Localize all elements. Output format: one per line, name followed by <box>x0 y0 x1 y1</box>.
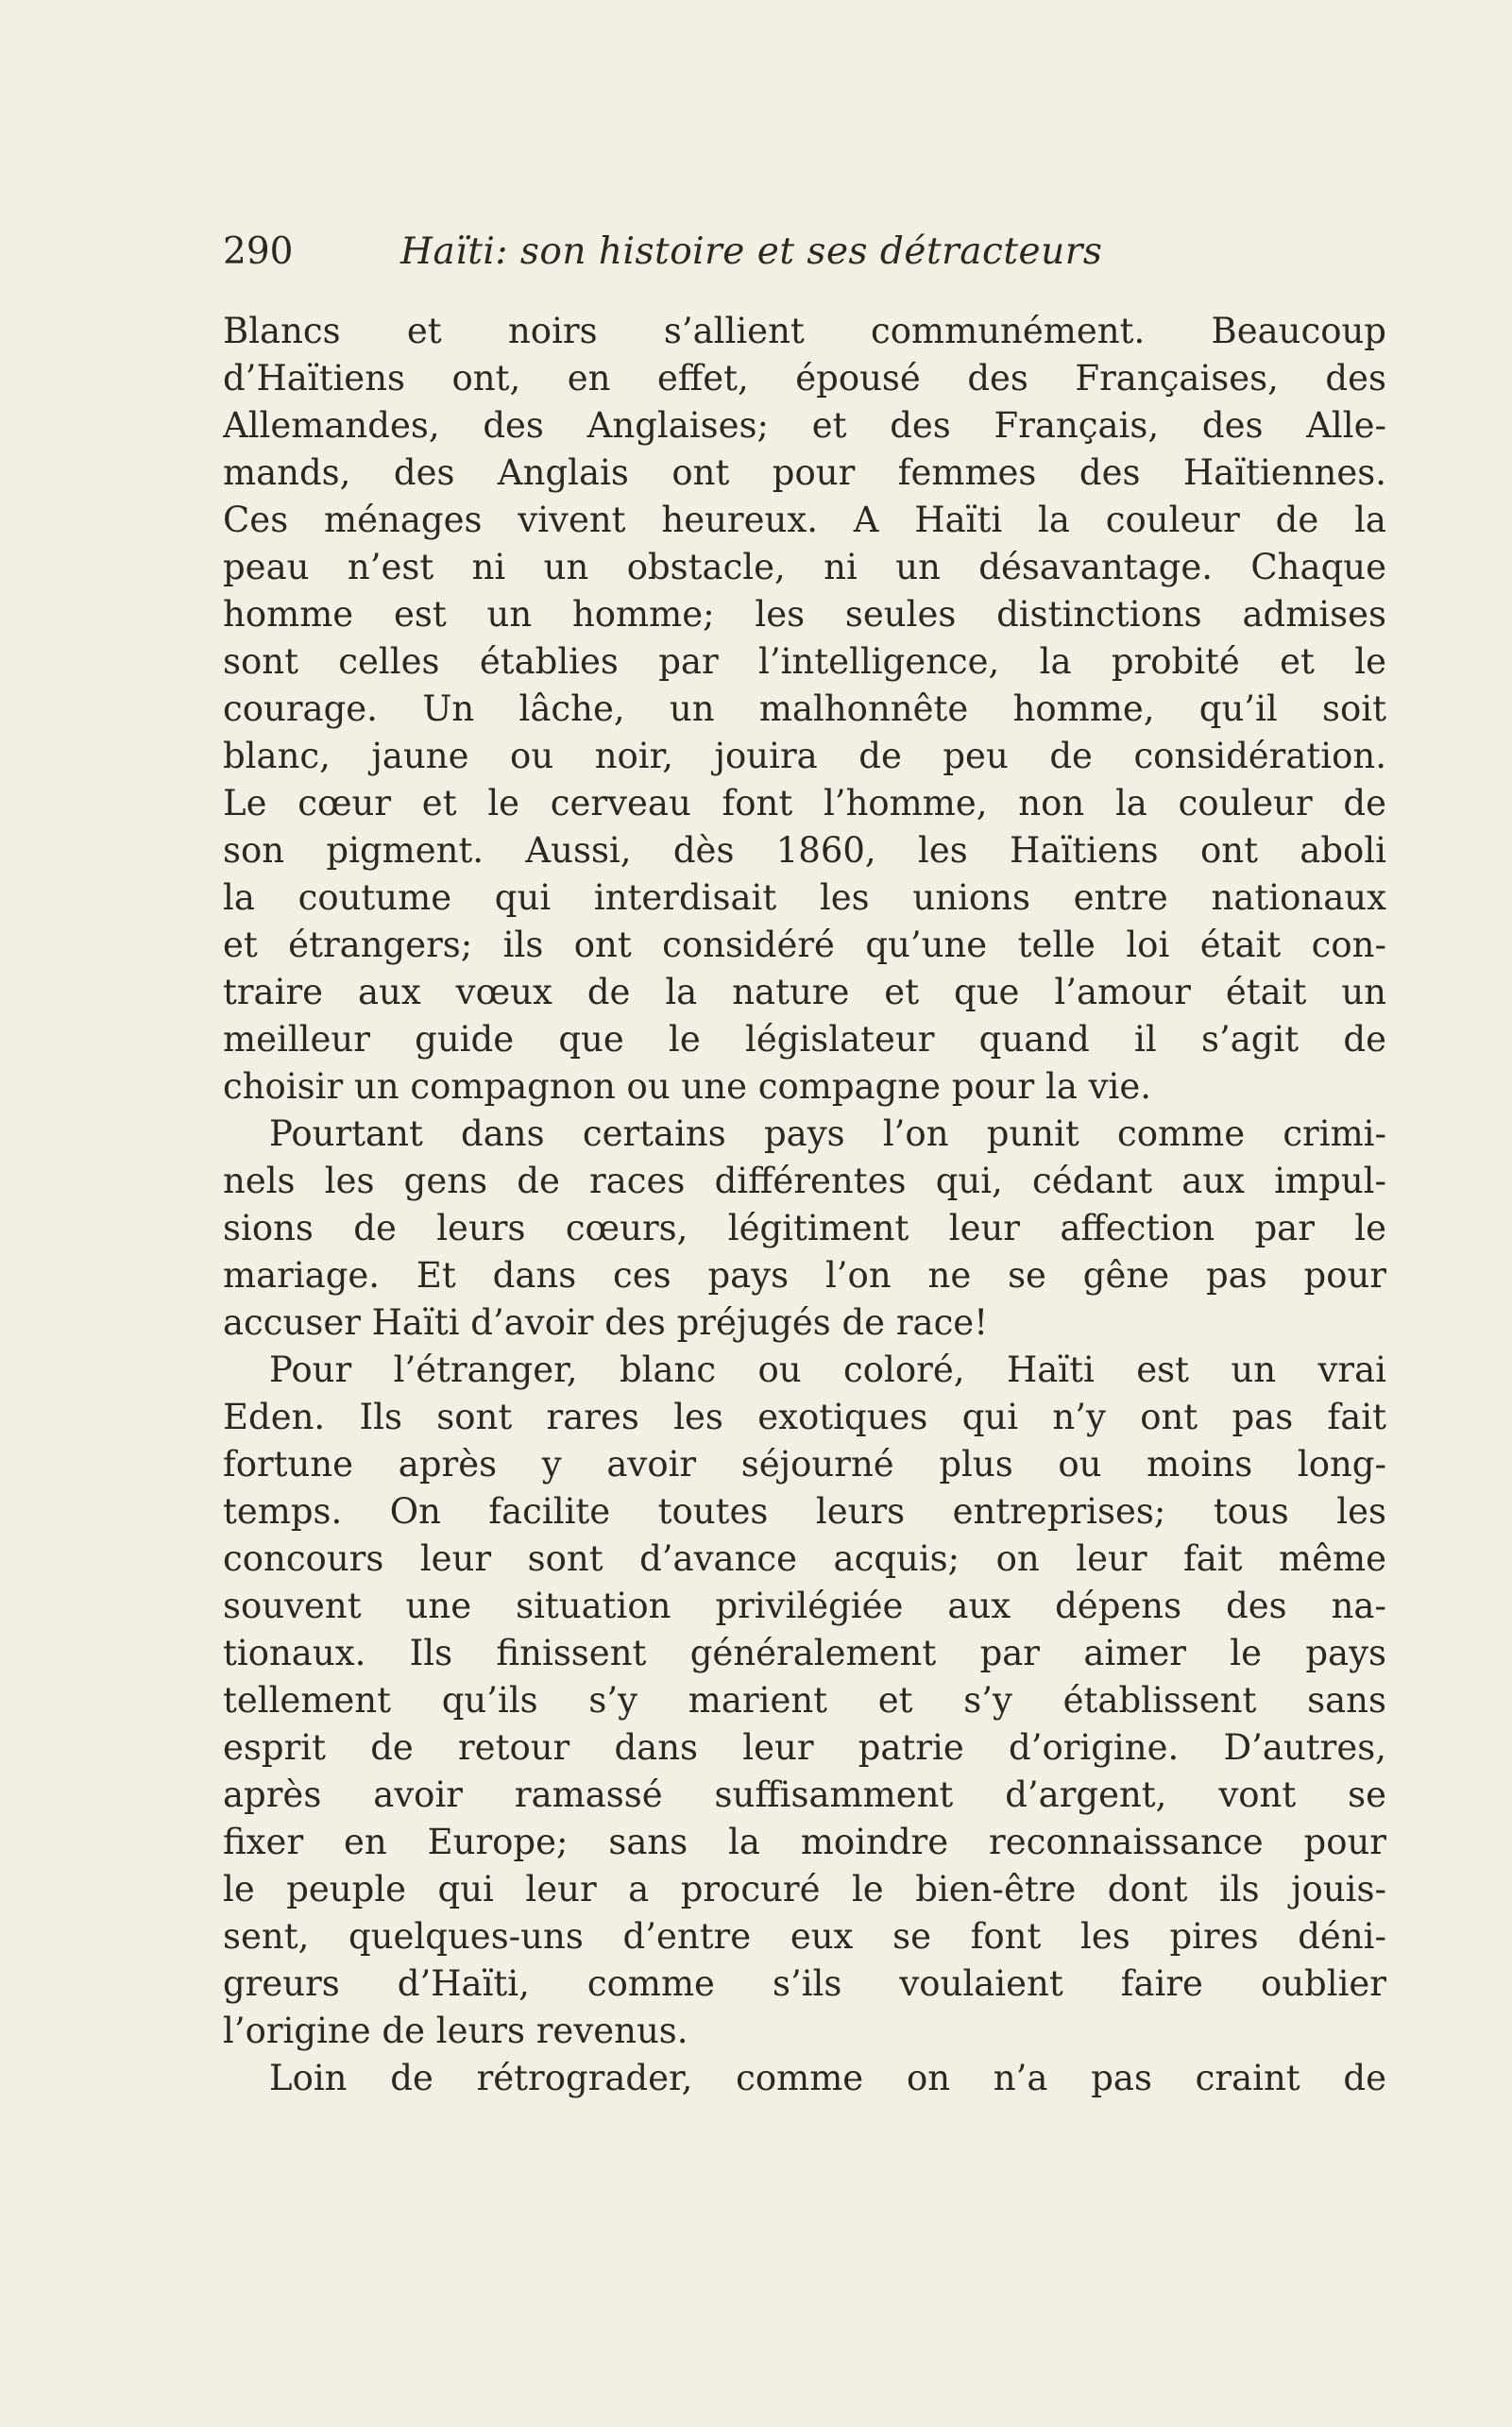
text-line: greurs d’Haïti, comme s’ils voulaient faire oublier <box>223 1963 1386 2004</box>
running-title: Haïti: son histoire et ses détracteurs <box>400 230 1103 273</box>
text-line: courage. Un lâche, un malhonnête homme, qu’il soit <box>223 688 1386 729</box>
text-line: Ces ménages vivent heureux. A Haïti la couleur de la <box>223 500 1386 540</box>
text-line: sions de leurs cœurs, légitiment leur affection par le <box>223 1208 1386 1248</box>
text-line: tellement qu’ils s’y marient et s’y établissent sans <box>223 1680 1386 1721</box>
text-line: mariage. Et dans ces pays l’on ne se gêne pas pour <box>223 1255 1386 1296</box>
text-line: choisir un compagnon ou une compagne pour la vie. <box>223 1066 1152 1107</box>
text-line: fortune après y avoir séjourné plus ou moins long- <box>223 1444 1386 1485</box>
text-line: le peuple qui leur a procuré le bien-être dont ils jouis- <box>223 1869 1386 1909</box>
text-line: concours leur sont d’avance acquis; on leur fait même <box>223 1538 1386 1579</box>
text-line: homme est un homme; les seules distinctions admises <box>223 594 1386 635</box>
body-text <box>223 308 1386 2102</box>
text-line: temps. On facilite toutes leurs entreprises; tous les <box>223 1491 1386 1532</box>
text-line: Pourtant dans certains pays l’on punit comme crimi- <box>269 1113 1386 1154</box>
text-line: Pour l’étranger, blanc ou coloré, Haïti est un vrai <box>269 1349 1386 1390</box>
text-line: sont celles établies par l’intelligence, la probité et le <box>223 641 1386 682</box>
text-line: peau n’est ni un obstacle, ni un désavantage. Chaque <box>223 547 1386 587</box>
text-line: d’Haïtiens ont, en effet, épousé des Françaises, des <box>223 358 1386 399</box>
text-line: et étrangers; ils ont considéré qu’une telle loi était con- <box>223 925 1386 965</box>
page-header <box>223 229 1385 276</box>
text-line: blanc, jaune ou noir, jouira de peu de considération. <box>223 736 1386 776</box>
text-line: nels les gens de races différentes qui, cédant aux impul- <box>223 1161 1386 1201</box>
text-line: traire aux vœux de la nature et que l’amour était un <box>223 972 1386 1012</box>
text-line: la coutume qui interdisait les unions entre nationaux <box>223 877 1386 918</box>
text-line: Eden. Ils sont rares les exotiques qui n’y ont pas fait <box>223 1397 1386 1437</box>
text-line: fixer en Europe; sans la moindre reconnaissance pour <box>223 1822 1386 1862</box>
text-line: Allemandes, des Anglaises; et des Français, des Alle- <box>223 405 1386 446</box>
text-line: accuser Haïti d’avoir des préjugés de race! <box>223 1302 989 1343</box>
text-line: Le cœur et le cerveau font l’homme, non la couleur de <box>223 783 1386 823</box>
text-line: meilleur guide que le législateur quand il s’agit de <box>223 1019 1386 1060</box>
text-line: son pigment. Aussi, dès 1860, les Haïtiens ont aboli <box>223 830 1386 871</box>
text-line: après avoir ramassé suffisamment d’argent, vont se <box>223 1774 1386 1815</box>
text-line: Loin de rétrograder, comme on n’a pas craint de <box>269 2058 1386 2098</box>
text-line: souvent une situation privilégiée aux dépens des na- <box>223 1586 1386 1626</box>
text-line: Blancs et noirs s’allient communément. Beaucoup <box>223 311 1386 351</box>
text-line: mands, des Anglais ont pour femmes des Haïtiennes. <box>223 452 1386 493</box>
text-line: esprit de retour dans leur patrie d’origine. D’autres, <box>223 1727 1386 1768</box>
page-number: 290 <box>223 230 294 273</box>
text-line: l’origine de leurs revenus. <box>223 2011 688 2051</box>
text-line: sent, quelques-uns d’entre eux se font les pires déni- <box>223 1916 1386 1957</box>
text-line: tionaux. Ils finissent généralement par aimer le pays <box>223 1633 1386 1673</box>
